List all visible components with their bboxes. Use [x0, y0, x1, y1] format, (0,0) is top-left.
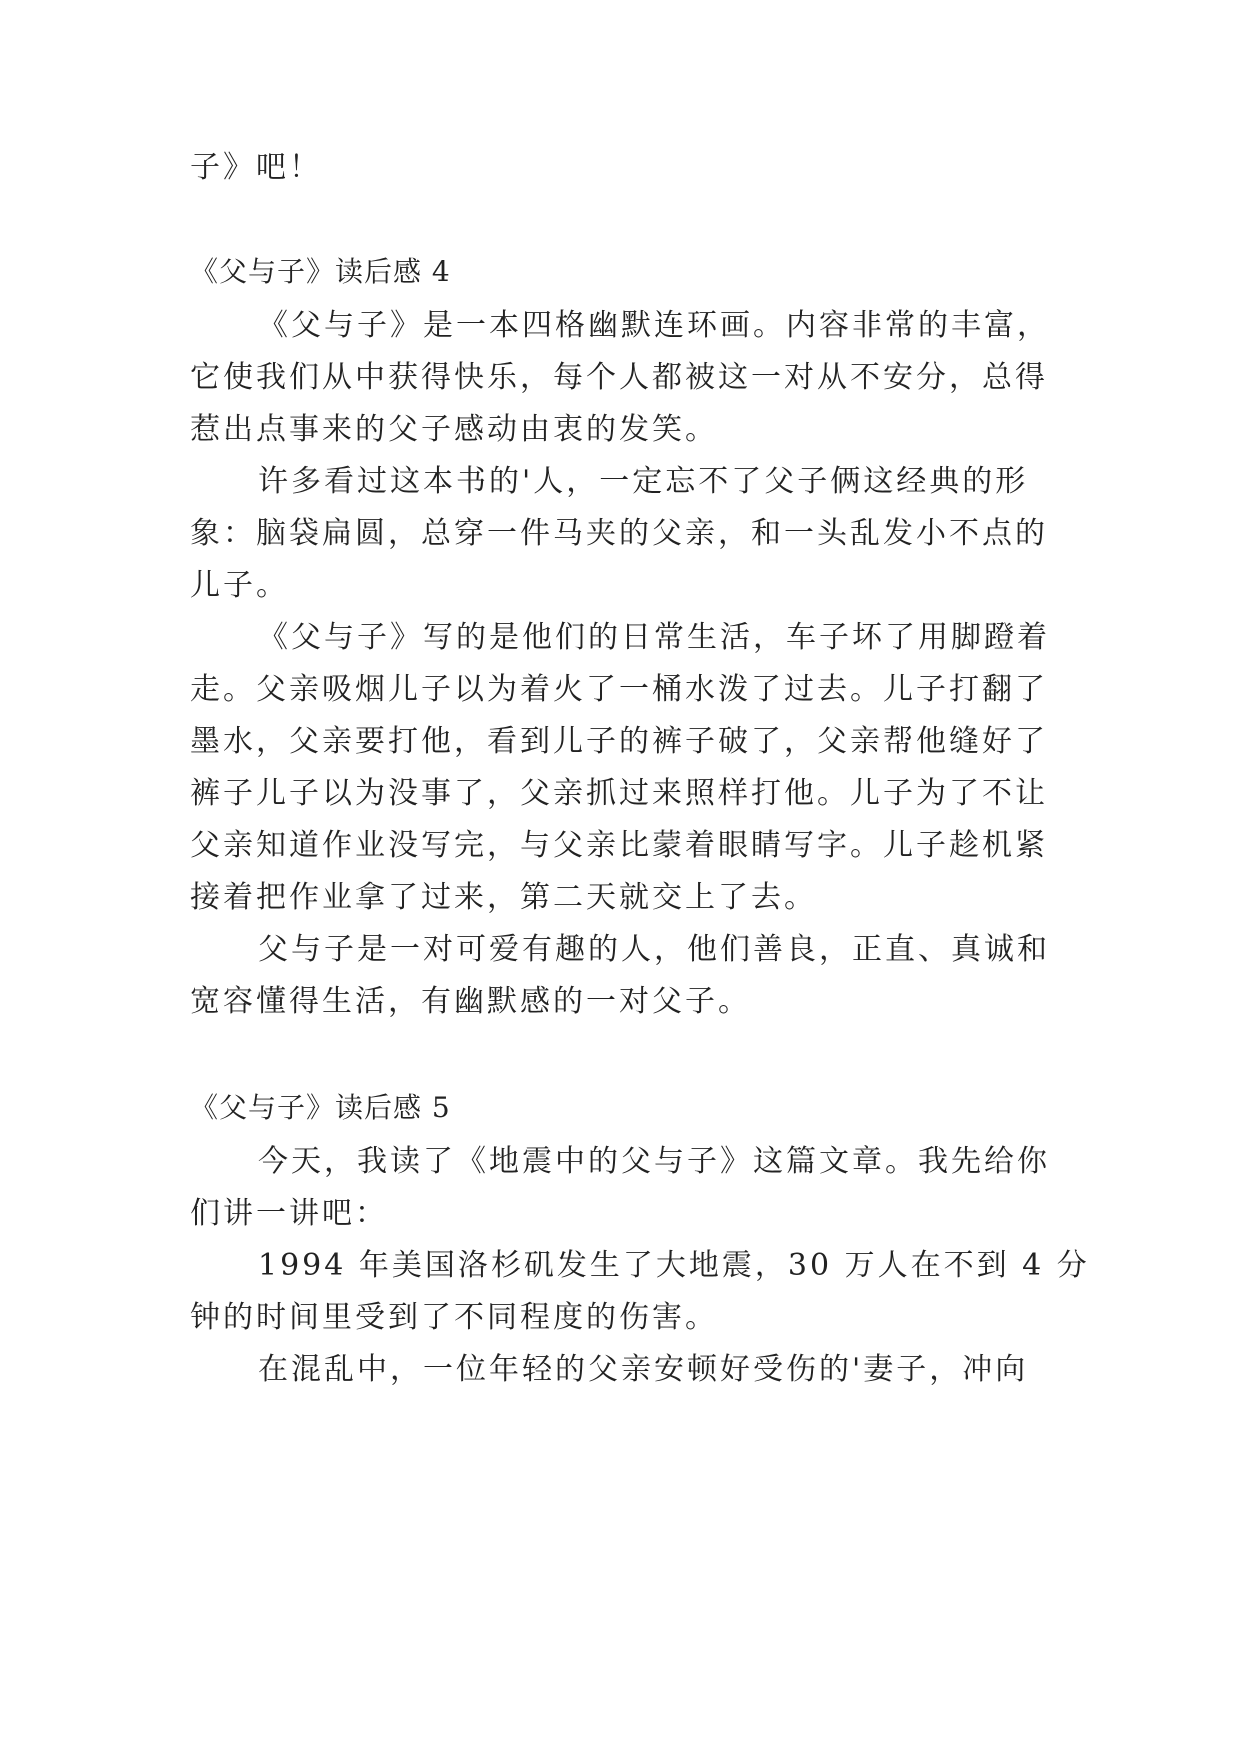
paragraph-line: 父与子是一对可爱有趣的人，他们善良，正直、真诚和 [258, 932, 1050, 967]
paragraph-line: 墨水，父亲要打他，看到儿子的裤子破了，父亲帮他缝好了 [190, 724, 1048, 759]
paragraph-line: 许多看过这本书的'人，一定忘不了父子俩这经典的形 [258, 464, 1029, 499]
paragraph-line: 1994 年美国洛杉矶发生了大地震，30 万人在不到 4 分 [258, 1248, 1090, 1283]
paragraph-line: 惹出点事来的父子感动由衷的发笑。 [190, 412, 718, 447]
paragraph-line: 宽容懂得生活，有幽默感的一对父子。 [190, 984, 751, 1019]
paragraph-line: 父亲知道作业没写完，与父亲比蒙着眼睛写字。儿子趁机紧 [190, 828, 1048, 863]
section-5-heading: 《父与子》读后感 5 [190, 1091, 451, 1124]
paragraph-line: 儿子。 [190, 568, 289, 603]
paragraph-line: 象：脑袋扁圆，总穿一件马夹的父亲，和一头乱发小不点的 [190, 516, 1048, 551]
paragraph-line: 走。父亲吸烟儿子以为着火了一桶水泼了过去。儿子打翻了 [190, 672, 1048, 707]
paragraph-line: 在混乱中，一位年轻的父亲安顿好受伤的'妻子，冲向 [258, 1352, 1029, 1387]
paragraph-line: 《父与子》是一本四格幽默连环画。内容非常的丰富， [258, 308, 1050, 343]
paragraph-line: 钟的时间里受到了不同程度的伤害。 [190, 1300, 718, 1335]
paragraph-line: 裤子儿子以为没事了，父亲抓过来照样打他。儿子为了不让 [190, 776, 1048, 811]
paragraph-line: 《父与子》写的是他们的日常生活，车子坏了用脚蹬着 [258, 620, 1050, 655]
top-fragment: 子》吧！ [190, 150, 322, 185]
section-4-heading: 《父与子》读后感 4 [190, 255, 451, 288]
paragraph-line: 们讲一讲吧： [190, 1196, 388, 1231]
paragraph-line: 它使我们从中获得快乐，每个人都被这一对从不安分，总得 [190, 360, 1048, 395]
paragraph-line: 今天，我读了《地震中的父与子》这篇文章。我先给你 [258, 1144, 1050, 1179]
paragraph-line: 接着把作业拿了过来，第二天就交上了去。 [190, 880, 817, 915]
